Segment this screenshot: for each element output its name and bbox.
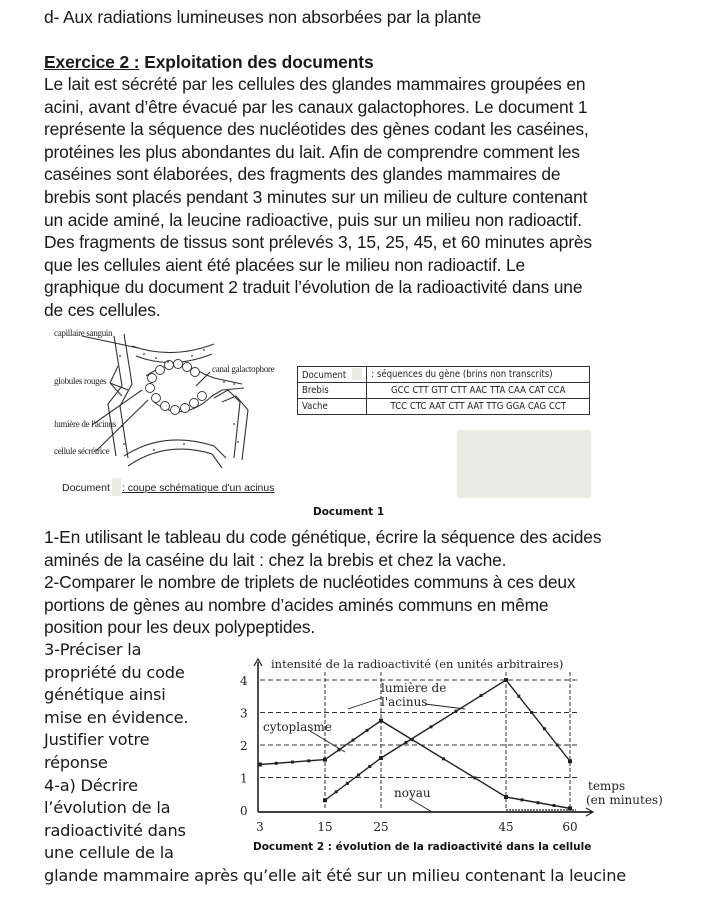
sequence-cell: TCC CTC AAT CTT AAT TTG GGA CAG CCT [367, 399, 590, 415]
y-axis-label: intensité de la radioactivité (en unités arbitraires) [271, 657, 564, 671]
data-point [323, 798, 327, 802]
intro-line: que les cellules aient été placées sur le milieu non radioactif. Le [44, 254, 526, 275]
y-tick-label: 0 [240, 804, 248, 818]
data-marker [556, 744, 559, 747]
data-marker [517, 695, 520, 698]
y-tick-label: 2 [240, 739, 248, 753]
leader-line [410, 799, 432, 812]
data-point [504, 795, 508, 799]
x-axis-label: temps [588, 779, 626, 793]
species-cell: Brebis [298, 383, 367, 399]
y-tick-label: 4 [240, 674, 248, 688]
intro-line: Des fragments de tissus sont prélevés 3, 15, 25, 45, et 60 minutes après [44, 232, 592, 253]
data-marker [275, 762, 278, 765]
data-point [504, 678, 508, 682]
series-line-lumiere [325, 680, 570, 800]
label-canal: canal galactophore [212, 364, 275, 374]
intro-line: protéines les plus abondantes du lait. Afin de comprendre comment les [44, 141, 580, 162]
data-marker [473, 776, 476, 779]
data-marker [405, 741, 408, 744]
data-marker [357, 773, 360, 776]
data-marker [291, 761, 294, 764]
series-label-lumiere: lumière de [381, 681, 447, 695]
y-tick-label: 3 [240, 706, 248, 721]
data-marker [553, 804, 556, 807]
question-3-4-line: génétique ainsi [44, 685, 166, 705]
exercise-subtitle: Exploitation des documents [139, 52, 374, 72]
data-marker [521, 798, 524, 801]
label-capillaire: capillaire sanguin [54, 328, 113, 338]
series-label-lumiere-2: l'acinus [381, 695, 428, 709]
leader-line [425, 704, 465, 709]
question-1-line: aminés de la caséine du lait : chez la brebis et chez la vache. [44, 549, 507, 570]
intro-line: acini, avant d’être évacué par les canaux galactophores. Le document 1 [44, 96, 588, 117]
data-marker [442, 757, 445, 760]
table-header-left: Document [298, 367, 367, 383]
x-tick-label: 45 [498, 820, 514, 834]
question-3-4-line: réponse [44, 752, 108, 772]
data-point [379, 756, 383, 760]
data-marker [307, 759, 310, 762]
data-point [258, 763, 262, 767]
intro-line: brebis sont placés pendant 3 minutes sur un milieu de culture contenant [44, 186, 588, 207]
question-4-continued: glande mammaire après qu’elle ait été sur un milieu contenant la leucine [44, 866, 627, 885]
intro-line: graphique du document 2 traduit l’évolution de la radioactivité dans une [44, 277, 583, 298]
diagram-caption-text: : coupe schématique d'un acinus [121, 482, 275, 494]
question-3-4-line: mise en évidence. [44, 707, 189, 727]
question-3-4-line: 4-a) Décrire [44, 775, 138, 795]
exercise-number: Exercice 2 : [44, 52, 140, 72]
label-cellule: cellule sécrétrice [54, 446, 110, 456]
data-marker [346, 782, 349, 785]
data-point [323, 758, 327, 762]
data-marker [455, 710, 458, 713]
data-marker [352, 739, 355, 742]
data-point [379, 719, 383, 723]
previous-answer-option: d- Aux radiations lumineuses non absorbées par la plante [44, 7, 482, 27]
question-3-4-line: propriété du code [44, 662, 185, 682]
question-2-line: portions de gènes au nombre d’acides aminés communs en même [44, 594, 549, 615]
table-header-right: : séquences du gène (brins non transcrits) [367, 367, 590, 383]
data-marker [543, 727, 546, 730]
data-marker [530, 711, 533, 714]
leader-line [310, 731, 345, 752]
series-label-noyau: noyau [394, 786, 431, 800]
x-tick-label: 15 [317, 820, 333, 834]
intro-line: Le lait est sécrété par les cellules des glandes mammaires groupées en [44, 74, 586, 94]
y-tick-label: 1 [240, 771, 248, 786]
question-3-4-line: Justifier votre [44, 730, 150, 750]
intro-line: caséines sont élaborées, des fragments des glandes mammaires de [44, 164, 561, 185]
question-2-line: position pour les deux polypeptides. [44, 617, 316, 638]
question-3-4-line: l’évolution de la [44, 798, 171, 818]
data-point [568, 759, 572, 763]
data-marker [368, 765, 371, 768]
intro-line: un acide aminé, la leucine radioactive, puis sur un milieu non radioactif. [44, 209, 582, 230]
data-marker [335, 790, 338, 793]
x-tick-label: 25 [373, 820, 389, 834]
x-tick-label: 3 [256, 820, 264, 834]
data-marker [430, 725, 433, 728]
question-3-4-line: 3-Préciser la [44, 640, 142, 659]
question-3-4-line: radioactivité dans [44, 820, 186, 840]
chart-title: Document 2 : évolution de la radioactivité dans la cellule [253, 841, 592, 853]
leader-line [348, 698, 381, 709]
label-globules: globules rouges [54, 376, 107, 386]
document1-caption: Document 1 [313, 506, 385, 518]
label-lumiere: lumière de l'acinus [54, 419, 116, 429]
data-marker [366, 729, 369, 732]
x-axis-label-2: (en minutes) [586, 793, 663, 807]
question-1-line: 1-En utilisant le tableau du code génétique, écrire la séquence des acides [44, 527, 602, 547]
intro-line: représente la séquence des nucléotides des gènes codant les caséines, [44, 119, 589, 140]
series-label-cytoplasme: cytoplasme [263, 720, 332, 734]
diagram-caption-prefix: Document [62, 482, 110, 494]
question-2-line: 2-Comparer le nombre de triplets de nucléotides communs à ces deux [44, 572, 576, 592]
question-3-4-line: une cellule de la [44, 843, 174, 863]
x-tick-label: 60 [562, 820, 578, 834]
species-cell: Vache [298, 399, 367, 415]
sequence-cell: GCC CTT GTT CTT AAC TTA CAA CAT CCA [367, 383, 590, 399]
intro-line: de ces cellules. [44, 299, 161, 320]
data-marker [537, 801, 540, 804]
data-marker [480, 694, 483, 697]
